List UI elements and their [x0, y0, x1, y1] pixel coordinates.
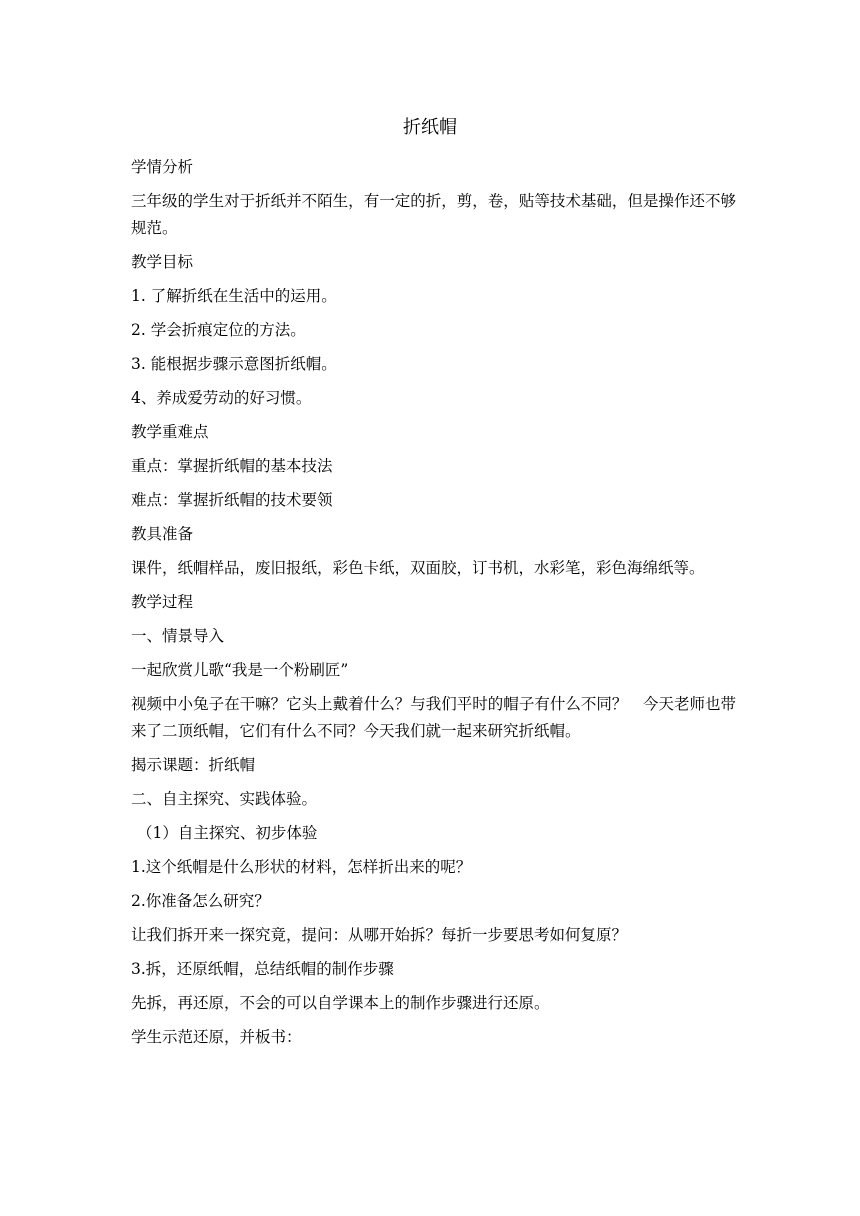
goal-item-4: 4、养成爱劳动的好习惯。 — [131, 389, 312, 407]
section-heading-materials: 教具准备 — [131, 525, 194, 543]
subheading-self-exploration: （1）自主探究、初步体验 — [137, 824, 318, 842]
subheading-introduction: 一、情景导入 — [131, 627, 225, 645]
paragraph-song: 一起欣赏儿歌“我是一个粉刷匠” — [131, 661, 349, 679]
question-item-1: 1.这个纸帽是什么形状的材料，怎样折出来的呢？ — [131, 858, 472, 876]
paragraph-materials: 课件，纸帽样品，废旧报纸，彩色卡纸，双面胶，订书机，水彩笔，彩色海绵纸等。 — [131, 559, 705, 577]
goal-item-2: 2. 学会折痕定位的方法。 — [131, 321, 306, 339]
difficult-point: 难点：掌握折纸帽的技术要领 — [131, 491, 333, 509]
section-heading-teaching-process: 教学过程 — [131, 593, 194, 611]
section-heading-teaching-goals: 教学目标 — [131, 253, 194, 271]
paragraph-topic-reveal: 揭示课题：折纸帽 — [131, 756, 256, 774]
step-item-3: 3.拆，还原纸帽，总结纸帽的制作步骤 — [131, 960, 394, 978]
question-item-2: 2.你准备怎么研究？ — [131, 892, 270, 910]
goal-item-1: 1. 了解折纸在生活中的运用。 — [131, 287, 337, 305]
document-body — [131, 154, 736, 1058]
key-point: 重点：掌握折纸帽的基本技法 — [131, 457, 333, 475]
paragraph-video-questions: 视频中小兔子在干嘛？它头上戴着什么？与我们平时的帽子有什么不同？ 今天老师也带来了二顶纸帽，它们有什么不同？今天我们就一起来研究折纸帽。 — [131, 695, 736, 740]
paragraph-unfold: 让我们拆开来一探究竟，提问：从哪开始拆？每折一步要思考如何复原？ — [131, 926, 628, 944]
section-heading-learning-analysis: 学情分析 — [131, 158, 194, 176]
paragraph-restore: 先拆，再还原，不会的可以自学课本上的制作步骤进行还原。 — [131, 994, 550, 1012]
document-title: 折纸帽 — [403, 117, 457, 138]
goal-item-3: 3. 能根据步骤示意图折纸帽。 — [131, 355, 337, 373]
paragraph-demo: 学生示范还原，并板书： — [131, 1028, 302, 1046]
subheading-exploration: 二、自主探究、实践体验。 — [131, 790, 318, 808]
paragraph-learning-analysis: 三年级的学生对于折纸并不陌生，有一定的折，剪，卷，贴等技术基础，但是操作还不够规范。 — [131, 192, 736, 237]
section-heading-key-points: 教学重难点 — [131, 423, 209, 441]
